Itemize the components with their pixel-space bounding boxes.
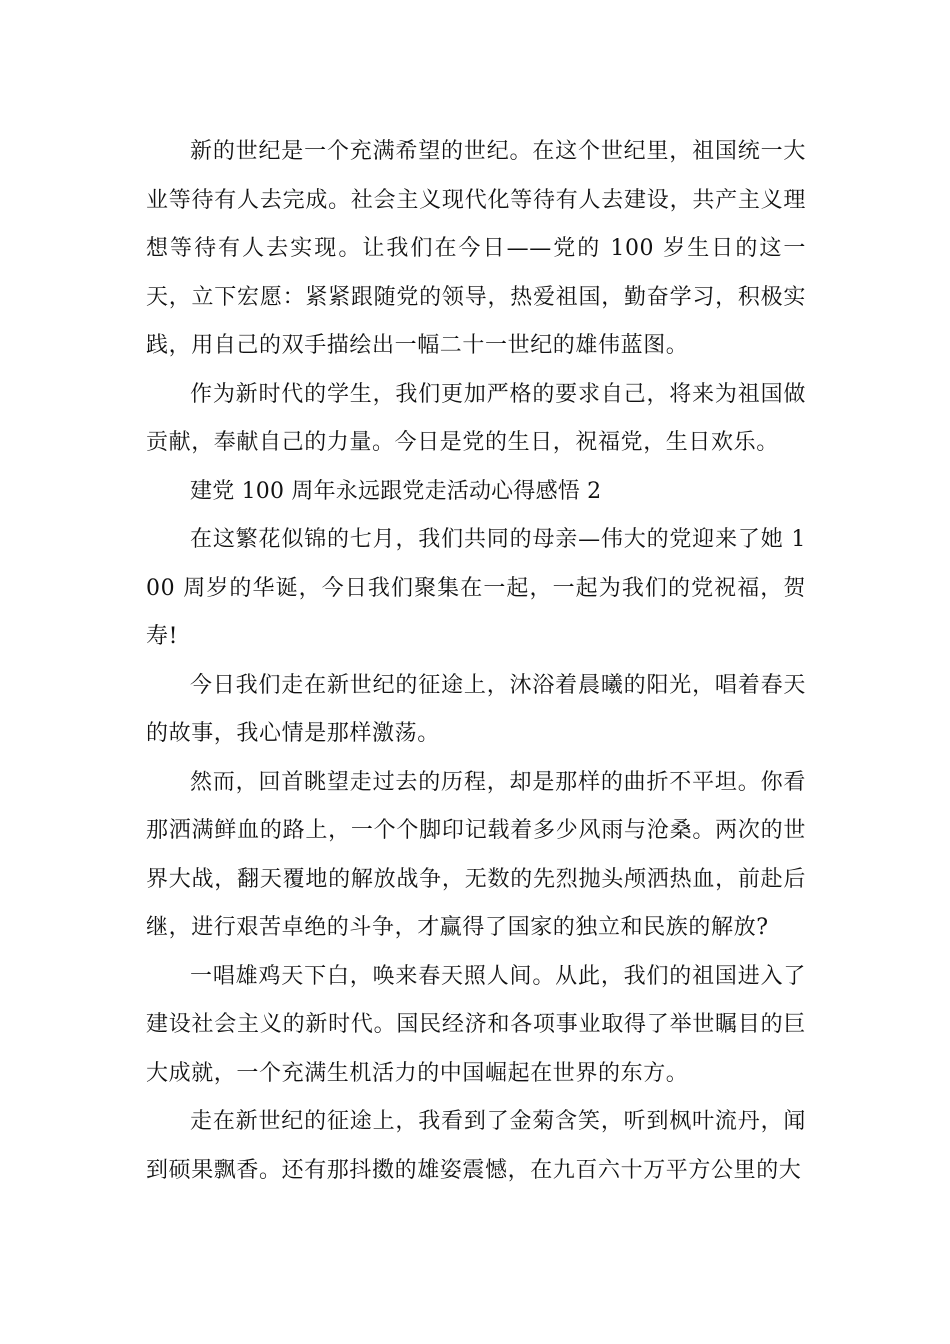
section-heading: 建党 100 周年永远跟党走活动心得感悟 2 (190, 478, 602, 504)
paragraph-1: 新的世纪是一个充满希望的世纪。在这个世纪里，祖国统一大业等待有人去完成。社会主义现代化等待有人去建设，共产主义理想等待有人去实现。让我们在今日——党的 100 岁生日的这一天，立下宏愿：紧紧跟随党的领导，热爱祖国，勤奋学习，积极实践，用自己的双手描绘出一幅二十一世纪的雄伟蓝图。 (146, 139, 806, 358)
paragraph-4: 今日我们走在新世纪的征途上，沐浴着晨曦的阳光，唱着春天的故事，我心情是那样激荡。 (146, 672, 806, 746)
paragraph-2: 作为新时代的学生，我们更加严格的要求自己，将来为祖国做贡献，奉献自己的力量。今日是党的生日，祝福党，生日欢乐。 (146, 381, 806, 455)
paragraph-7: 走在新世纪的征途上，我看到了金菊含笑，听到枫叶流丹，闻到硕果飘香。还有那抖擞的雄姿震憾，在九百六十万平方公里的大 (146, 1109, 806, 1183)
document-body (146, 128, 806, 1195)
paragraph-5: 然而，回首眺望走过去的历程，却是那样的曲折不平坦。你看那洒满鲜血的路上，一个个脚印记载着多少风雨与沧桑。两次的世界大战，翻天覆地的解放战争，无数的先烈抛头颅洒热血，前赴后继，进行艰苦卓绝的斗争，才赢得了国家的独立和民族的解放? (146, 769, 806, 940)
paragraph-6: 一唱雄鸡天下白，唤来春天照人间。从此，我们的祖国进入了建设社会主义的新时代。国民经济和各项事业取得了举世瞩目的巨大成就，一个充满生机活力的中国崛起在世界的东方。 (146, 963, 806, 1086)
paragraph-3: 在这繁花似锦的七月，我们共同的母亲—伟大的党迎来了她 100 周岁的华诞，今日我们聚集在一起，一起为我们的党祝福，贺寿! (146, 527, 806, 649)
